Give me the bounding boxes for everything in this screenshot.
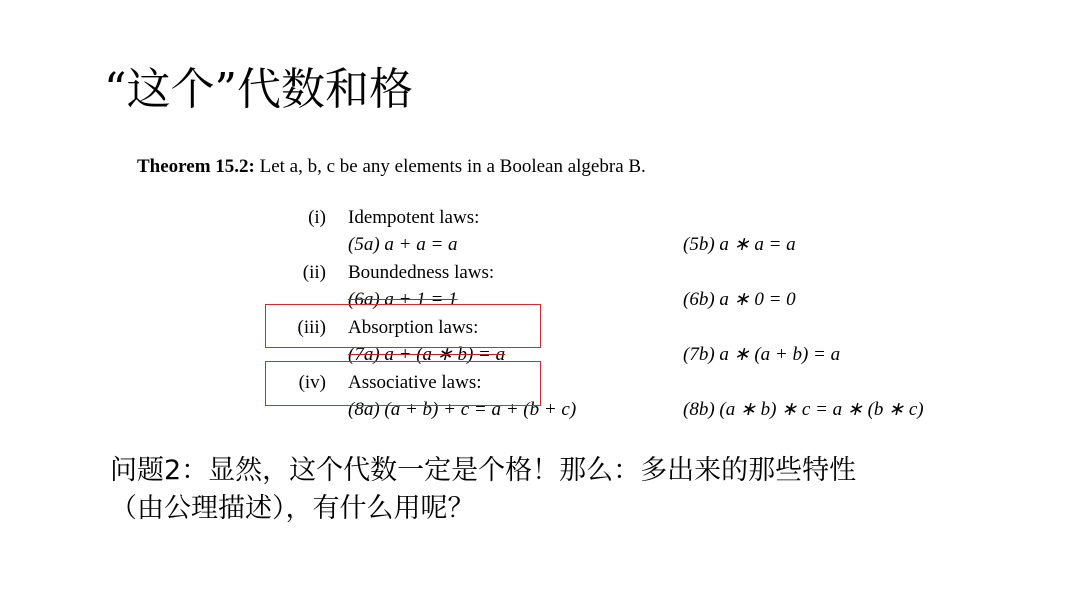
highlight-box-absorption: [265, 304, 541, 348]
law-name-iv: Associative laws:: [348, 372, 482, 393]
question-line-2: （由公理描述），有什么用呢？: [110, 493, 475, 524]
law-eq-8a: (8a) (a + b) + c = a + (b + c): [348, 399, 577, 420]
law-eq-6a: (6a) a + 1 = 1: [348, 289, 458, 310]
law-eq-7b: (7b) a ∗ (a + b) = a: [683, 344, 841, 365]
law-eq-5a: (5a) a + a = a: [348, 234, 458, 255]
theorem-text: Let a, b, c be any elements in a Boolean algebra B.: [259, 156, 646, 177]
law-name-ii: Boundedness laws:: [348, 262, 495, 283]
question-text: [110, 452, 1010, 528]
law-eq-5b: (5b) a ∗ a = a: [683, 234, 796, 255]
highlight-box-associative: [265, 361, 541, 406]
theorem-statement: [137, 156, 646, 178]
law-eq-7a: (7a) a + (a ∗ b) = a: [348, 344, 506, 365]
question-line-1: 问题2：显然，这个代数一定是个格！那么：多出来的那些特性: [110, 455, 857, 486]
law-number-ii: (ii): [302, 262, 326, 283]
law-name-i: Idempotent laws:: [348, 207, 480, 228]
law-number-iv: (iv): [298, 372, 326, 393]
law-name-iii: Absorption laws:: [348, 317, 479, 338]
law-eq-6b: (6b) a ∗ 0 = 0: [683, 289, 796, 310]
law-number-iii: (iii): [297, 317, 326, 338]
law-eq-8b: (8b) (a ∗ b) ∗ c = a ∗ (b ∗ c): [683, 399, 924, 420]
theorem-label: Theorem 15.2:: [137, 156, 255, 177]
slide-title: “这个”代数和格: [104, 64, 413, 115]
law-number-i: (i): [308, 207, 326, 228]
